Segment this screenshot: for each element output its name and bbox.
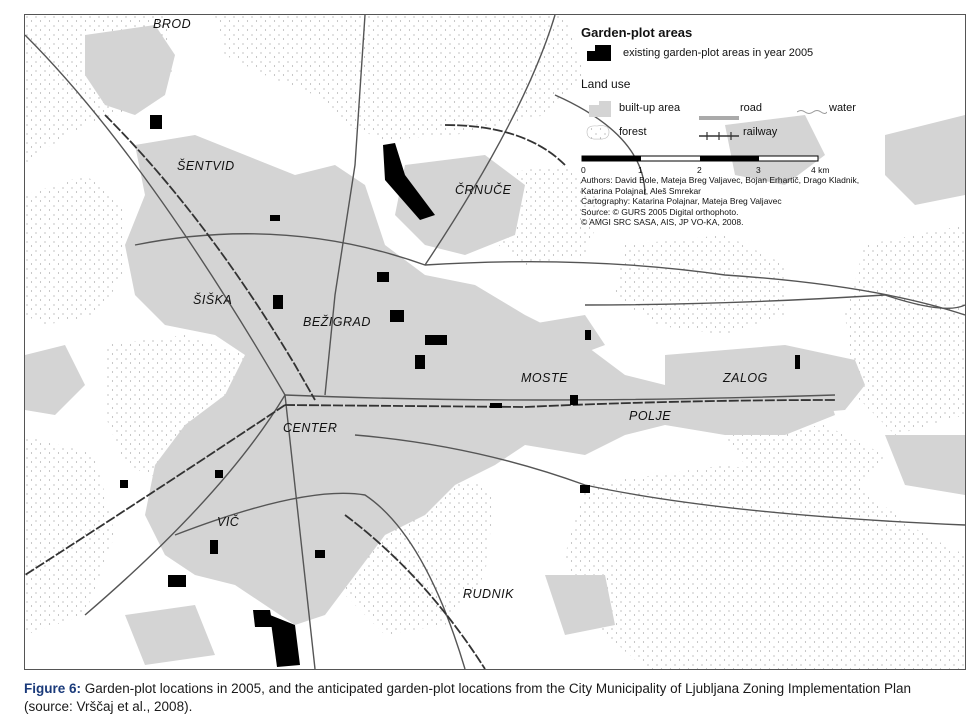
credits-line: Cartography: Katarina Polajnar, Mateja Breg Valjavec	[581, 196, 782, 206]
water-swatch	[797, 103, 827, 111]
district-label-crnuce: ČRNUČE	[455, 183, 512, 197]
scale-tick-2: 2	[697, 165, 702, 175]
district-label-center: CENTER	[283, 421, 338, 435]
legend-water-label: water	[829, 102, 856, 114]
district-label-moste: MOSTE	[521, 371, 568, 385]
scale-tick-4: 4 km	[811, 165, 830, 175]
legend-title: Garden-plot areas	[581, 25, 693, 40]
caption-text: Garden-plot locations in 2005, and the anticipated garden-plot locations from the City Municipality of Ljubljana Zoning Implementation Plan (source: Vrščaj et al., 2008).	[24, 681, 912, 714]
district-label-polje: POLJE	[629, 409, 672, 423]
forest-area	[565, 465, 965, 669]
legend-built-up-label: built-up area	[619, 102, 681, 114]
built-up-patch	[125, 605, 215, 665]
railway-swatch	[699, 127, 739, 135]
forest-swatch	[585, 123, 611, 141]
garden-plot	[585, 330, 591, 340]
garden-plot	[120, 480, 128, 488]
garden-plot	[795, 355, 800, 369]
garden-plot	[168, 575, 186, 587]
scale-tick-3: 3	[756, 165, 761, 175]
built-up-swatch	[589, 101, 611, 117]
district-label-zalog: ZALOG	[723, 371, 768, 385]
district-label-siska: ŠIŠKA	[193, 293, 233, 307]
credits-line: Authors: David Bole, Mateja Breg Valjavec, Bojan Erhartič, Drago Kladnik,	[581, 175, 860, 185]
garden-plot	[390, 310, 404, 322]
built-up-patch	[25, 345, 85, 415]
legend-forest-label: forest	[619, 126, 647, 138]
district-label-bezigrad: BEŽIGRAD	[303, 315, 371, 329]
scale-tick-1: 1	[638, 165, 643, 175]
garden-plot	[425, 335, 447, 345]
garden-plot	[315, 550, 325, 558]
forest-area	[25, 175, 125, 325]
garden-plot	[490, 403, 502, 408]
map-frame	[24, 14, 966, 670]
district-label-sentvid: ŠENTVID	[177, 159, 235, 173]
district-label-vic: VIČ	[217, 515, 240, 529]
legend-road-label: road	[740, 102, 763, 114]
built-up-patch	[885, 435, 965, 495]
scale-tick-0: 0	[581, 165, 586, 175]
legend-garden-label: existing garden-plot areas in year 2005	[623, 47, 814, 59]
garden-plot	[377, 272, 389, 282]
garden-plot	[273, 295, 283, 309]
credits-line: © AMGI SRC SASA, AIS, JP VO-KA, 2008.	[581, 217, 744, 227]
legend-land-use-title: Land use	[581, 77, 631, 91]
forest-area	[845, 225, 965, 435]
garden-plot	[580, 485, 590, 493]
road-swatch	[699, 107, 739, 111]
forest-area	[615, 235, 785, 335]
garden-plot	[150, 115, 162, 129]
legend-railway-label: railway	[743, 126, 778, 138]
forest-area	[25, 435, 115, 635]
garden-plot	[253, 610, 273, 627]
district-label-brod: BROD	[153, 17, 192, 31]
district-label-rudnik: RUDNIK	[463, 587, 514, 601]
garden-plot	[270, 215, 280, 221]
garden-plot-swatch	[587, 45, 611, 61]
forest-area	[215, 15, 585, 140]
caption-label: Figure 6:	[24, 681, 82, 696]
figure-caption	[24, 680, 954, 716]
garden-plot	[215, 470, 223, 478]
garden-plot	[415, 355, 425, 369]
map-credits	[581, 175, 911, 228]
credits-line: Katarina Polajnar, Aleš Smrekar	[581, 185, 702, 196]
garden-plot	[210, 540, 218, 554]
garden-plot	[570, 395, 578, 405]
credits-line: Source: © GURS 2005 Digital orthophoto.	[581, 206, 739, 217]
built-up-patch	[545, 575, 615, 635]
